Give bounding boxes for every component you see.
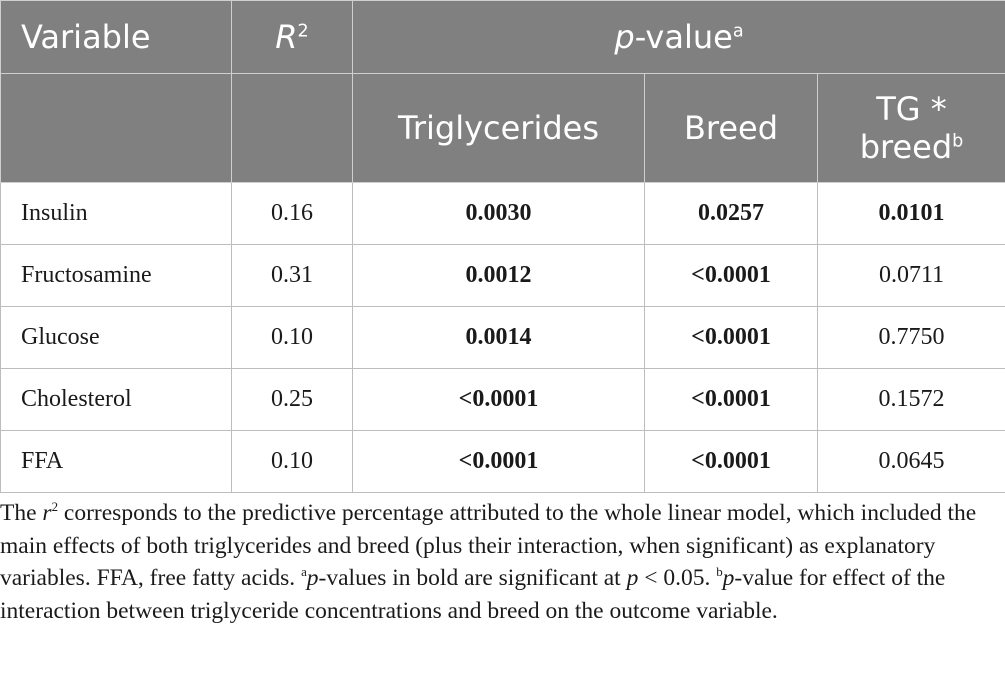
table-row: [1, 369, 1005, 431]
header-triglycerides: Triglycerides: [353, 74, 645, 183]
header-empty-2: [232, 74, 353, 183]
table-row: [1, 431, 1005, 493]
cell-triglycerides: 0.0012: [353, 245, 645, 307]
cell-triglycerides: <0.0001: [353, 369, 645, 431]
header-tg-breed: TG * breed$^b$: [818, 74, 1005, 183]
header-row-2: [1, 74, 1005, 183]
cell-variable: Insulin: [1, 183, 232, 245]
cell-tg-breed: 0.1572: [818, 369, 1005, 431]
cell-breed: <0.0001: [645, 369, 818, 431]
cell-r2: 0.10: [232, 307, 353, 369]
table-body: [1, 183, 1005, 493]
table-row: [1, 245, 1005, 307]
cell-variable: Cholesterol: [1, 369, 232, 431]
cell-r2: 0.25: [232, 369, 353, 431]
table-row: [1, 183, 1005, 245]
table-header: [1, 1, 1005, 183]
cell-r2: 0.16: [232, 183, 353, 245]
cell-triglycerides: <0.0001: [353, 431, 645, 493]
header-variable: Variable: [1, 1, 232, 74]
cell-tg-breed: 0.0711: [818, 245, 1005, 307]
cell-tg-breed: 0.0645: [818, 431, 1005, 493]
header-row-1: [1, 1, 1005, 74]
table-footnote: The $r^2$ corresponds to the predictive percentage attributed to the whole linear model, which included the main effects of both triglycerides and breed (plus their interaction, when significant) as explanatory variables. FFA, free fatty acids. $^a$p-values in bold are significant at p < 0.05. $^b$p-value for effect of the interaction between triglyceride concentrations and breed on the outcome variable.: [0, 499, 977, 624]
cell-r2: 0.31: [232, 245, 353, 307]
header-breed: Breed: [645, 74, 818, 183]
cell-breed: <0.0001: [645, 307, 818, 369]
cell-breed: <0.0001: [645, 245, 818, 307]
cell-variable: Glucose: [1, 307, 232, 369]
cell-variable: FFA: [1, 431, 232, 493]
header-empty-1: [1, 74, 232, 183]
header-pvalue: p-value$^a$: [353, 1, 1005, 74]
cell-triglycerides: 0.0030: [353, 183, 645, 245]
cell-tg-breed: 0.7750: [818, 307, 1005, 369]
cell-triglycerides: 0.0014: [353, 307, 645, 369]
cell-r2: 0.10: [232, 431, 353, 493]
header-r2: $R^2$: [232, 1, 353, 74]
cell-breed: <0.0001: [645, 431, 818, 493]
cell-tg-breed: 0.0101: [818, 183, 1005, 245]
cell-breed: 0.0257: [645, 183, 818, 245]
cell-variable: Fructosamine: [1, 245, 232, 307]
table-row: [1, 307, 1005, 369]
